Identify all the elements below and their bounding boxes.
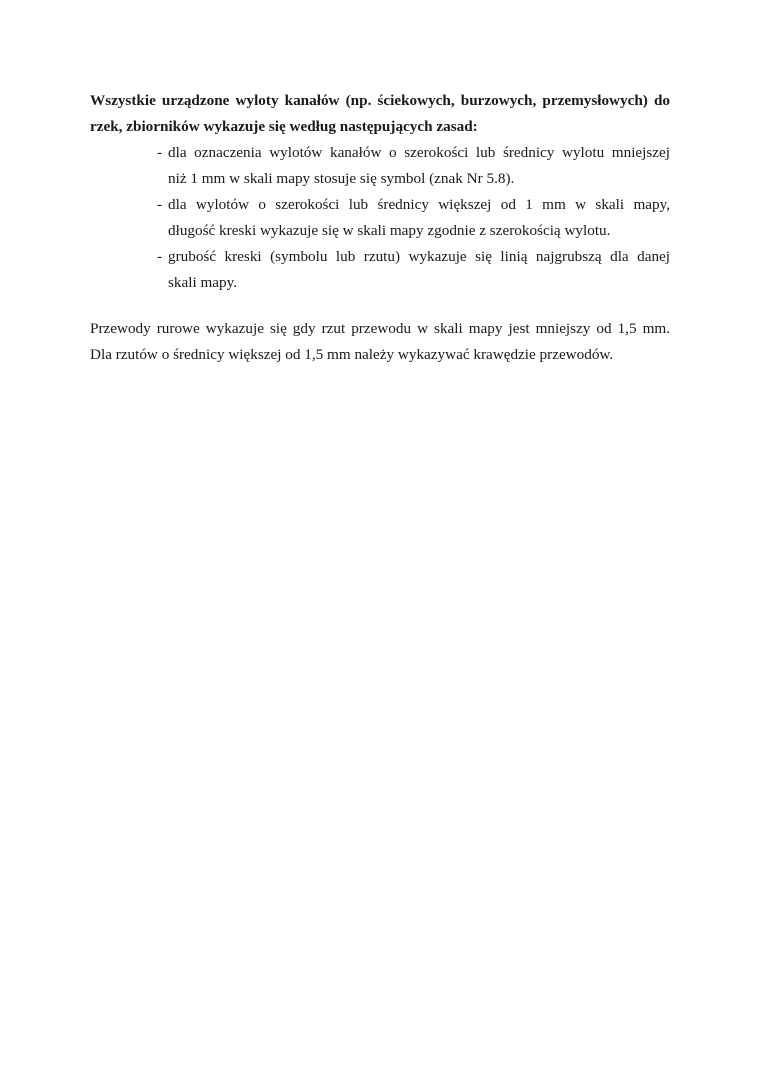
paragraph-line-2: Dla rzutów o średnicy większej od 1,5 mm należy wykazywać krawędzie przewodów. [90,346,614,363]
document-content [90,88,670,368]
paragraph-line-1: Przewody rurowe wykazuje się gdy rzut przewodu w skali mapy jest mniejszy od 1,5 mm. [90,320,670,337]
heading-line-2: rzek, zbiorników wykazuje się według następujących zasad: [90,118,478,135]
list-item [90,192,670,244]
bullet-dash: - [157,248,163,265]
list-item [90,244,670,296]
heading-line-1: Wszystkie urządzone wyloty kanałów (np. ściekowych, burzowych, przemysłowych) do [90,92,670,109]
list-item [90,140,670,192]
bullet-dash: - [157,196,163,213]
rules-list [90,140,670,296]
list-item-line-1: dla oznaczenia wylotów kanałów o szerokości lub średnicy wylotu mniejszej [168,144,670,161]
bullet-dash: - [157,144,163,161]
list-item-line-2: niż 1 mm w skali mapy stosuje się symbol (znak Nr 5.8). [168,170,515,187]
list-item-line-1: grubość kreski (symbolu lub rzutu) wykazuje się linią najgrubszą dla danej [168,248,670,265]
body-paragraph [90,316,670,368]
section-heading [90,88,670,140]
list-item-line-1: dla wylotów o szerokości lub średnicy większej od 1 mm w skali mapy, [168,196,670,213]
list-item-line-2: długość kreski wykazuje się w skali mapy zgodnie z szerokością wylotu. [168,222,611,239]
list-item-line-2: skali mapy. [168,274,238,291]
